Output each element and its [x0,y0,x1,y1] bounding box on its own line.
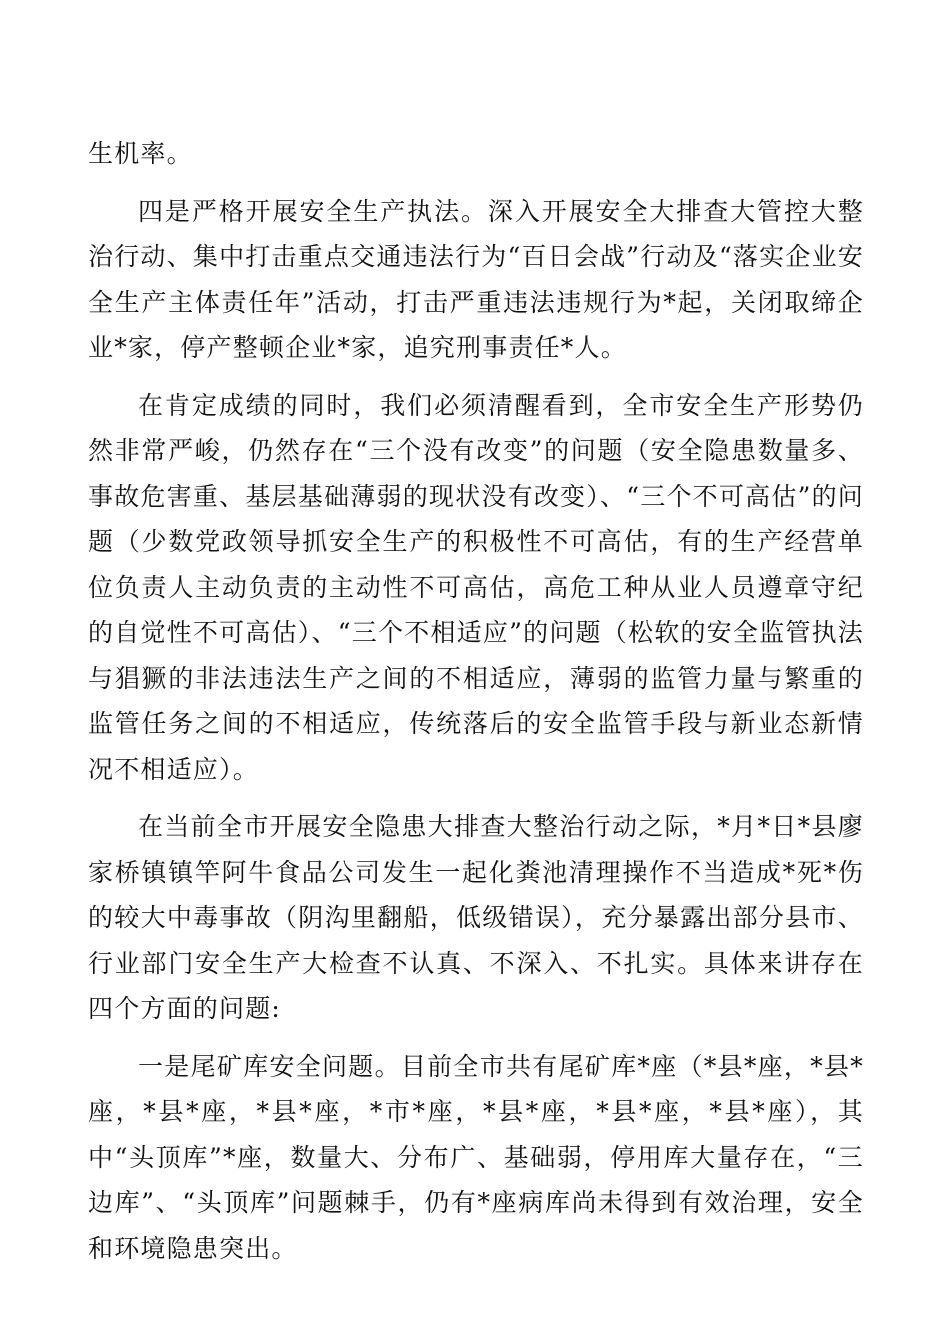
paragraph-continuation: 生机率。 [88,139,193,168]
document-page [88,131,864,1283]
paragraph-tailings-dam-issue: 一是尾矿库安全问题。目前全市共有尾矿库*座（*县*座，*县*座，*县*座，*县*座，*市*座，*县*座，*县*座，*县*座），其中“头顶库”*座，数量大、分布广、基础弱，停用库大量存在，“三边库”、“头顶库”问题棘手，仍有*座病库尚未得到有效治理，安全和环境隐患突出。 [88,1051,864,1263]
paragraph-law-enforcement: 四是严格开展安全生产执法。深入开展安全大排查大管控大整治行动、集中打击重点交通违法行为“百日会战”行动及“落实企业安全生产主体责任年”活动，打击严重违法违规行为*起，关闭取缔企业*家，停产整顿企业*家，追究刑事责任*人。 [88,196,864,362]
paragraph-accident-report: 在当前全市开展安全隐患大排查大整治行动之际，*月*日*县廖家桥镇镇竿阿牛食品公司发生一起化粪池清理操作不当造成*死*伤的较大中毒事故（阴沟里翻船，低级错误），充分暴露出部分县市、行业部门安全生产大检查不认真、不深入、不扎实。具体来讲存在四个方面的问题: [88,812,864,1023]
paragraph-situation-assessment: 在肯定成绩的同时，我们必须清醒看到，全市安全生产形势仍然非常严峻，仍然存在“三个没有改变”的问题（安全隐患数量多、事故危害重、基层基础薄弱的现状没有改变）、“三个不可高估”的问题（少数党政领导抓安全生产的积极性不可高估，有的生产经营单位负责人主动负责的主动性不可高估，高危工种从业人员遵章守纪的自觉性不可高估）、“三个不相适应”的问题（松软的安全监管执法与猖獗的非法违法生产之间的不相适应，薄弱的监管力量与繁重的监管任务之间的不相适应，传统落后的安全监管手段与新业态新情况不相适应）。 [88,390,864,784]
